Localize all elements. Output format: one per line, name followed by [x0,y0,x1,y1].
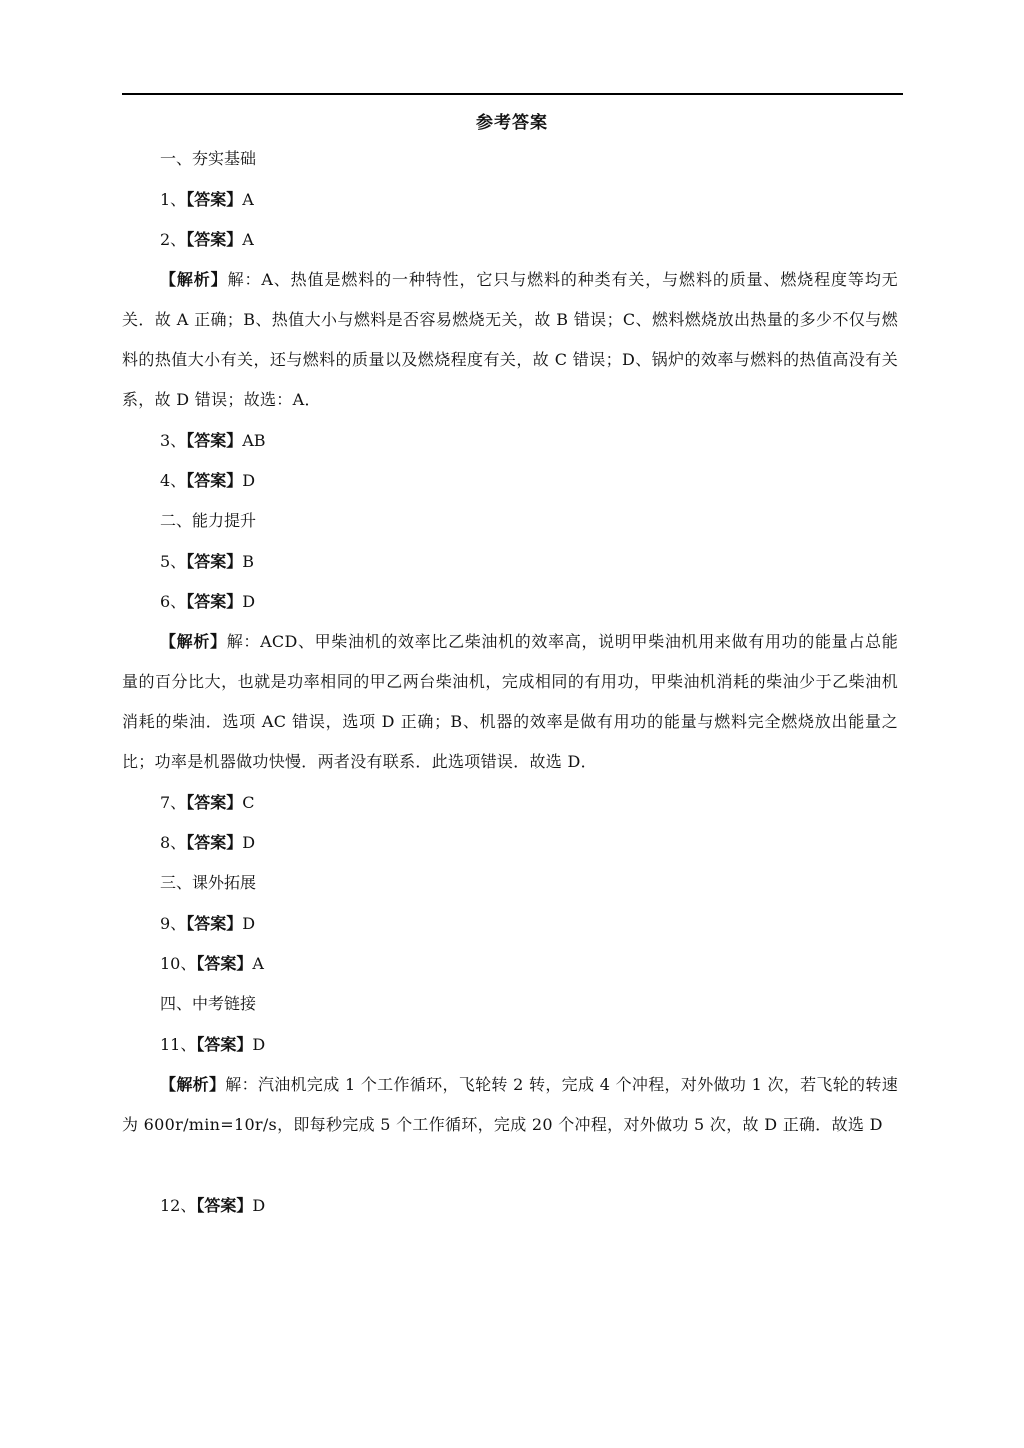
answer-label: 【答案】 [186,833,243,852]
answer-label: 【答案】 [186,914,243,933]
answer-value: D [242,471,256,490]
analysis-paragraph [122,622,898,782]
answer-item [160,230,254,250]
answer-label: 【答案】 [196,954,253,973]
answer-value: D [242,592,256,611]
header-rule [122,93,903,95]
section-heading: 二、能力提升 [160,511,257,530]
answer-label: 【答案】 [186,431,243,450]
answer-value: D [252,1196,266,1215]
answer-label: 【答案】 [186,230,243,249]
answer-number: 3、 [160,431,187,450]
answer-value: C [242,793,255,812]
answer-value: A [252,954,264,973]
answer-value: D [242,833,256,852]
answer-item [160,190,254,210]
answer-label: 【答案】 [186,190,243,209]
analysis-text: 解：汽油机完成 1 个工作循环，飞轮转 2 转，完成 4 个冲程，对外做功 1 次，若飞轮的转速为 600r/min=10r/s，即每秒完成 5 个工作循环，完成 20 个冲程，对外做功 5 次，故 D 正确．故选 D [122,1075,899,1134]
answer-number: 6、 [160,592,187,611]
analysis-paragraph [122,1065,898,1145]
analysis-label: 【解析】 [160,1075,226,1094]
answer-item [160,592,255,612]
answer-value: B [242,552,254,571]
answer-value: D [242,914,256,933]
answer-number: 8、 [160,833,187,852]
answer-number: 1、 [160,190,187,209]
analysis-paragraph [122,260,898,420]
section-heading: 四、中考链接 [160,994,257,1013]
answer-label: 【答案】 [186,552,243,571]
answer-item [160,793,254,813]
answer-number: 5、 [160,552,187,571]
answer-item [160,431,266,451]
answer-number: 9、 [160,914,187,933]
answer-item [160,833,255,853]
analysis-label: 【解析】 [160,632,227,651]
analysis-label: 【解析】 [160,270,228,289]
answer-value: AB [242,431,266,450]
answer-number: 7、 [160,793,187,812]
answer-item [160,914,255,934]
answer-label: 【答案】 [196,1035,253,1054]
answer-number: 12、 [160,1196,197,1215]
answer-number: 4、 [160,471,187,490]
answer-item [160,471,255,491]
answer-item [160,552,254,572]
page-title: 参考答案 [476,113,548,133]
answer-item [160,954,264,974]
answer-value: A [242,190,254,209]
answer-label: 【答案】 [186,592,243,611]
answer-label: 【答案】 [186,471,243,490]
answer-value: D [252,1035,266,1054]
analysis-text: 解：A、热值是燃料的一种特性，它只与燃料的种类有关，与燃料的质量、燃烧程度等均无关．故 A 正确；B、热值大小与燃料是否容易燃烧无关，故 B 错误；C、燃料燃烧放出热量的多少不仅与燃料的热值大小有关，还与燃料的质量以及燃烧程度有关，故 C 错误；D、锅炉的效率与燃料的热值高没有关系，故 D 错误；故选：A． [122,270,899,409]
answer-item [160,1035,265,1055]
answer-label: 【答案】 [196,1196,253,1215]
section-heading: 三、课外拓展 [160,873,257,892]
answer-number: 11、 [160,1035,197,1054]
section-heading: 一、夯实基础 [160,149,257,168]
answer-number: 10、 [160,954,197,973]
answer-number: 2、 [160,230,187,249]
analysis-text: 解：ACD、甲柴油机的效率比乙柴油机的效率高，说明甲柴油机用来做有用功的能量占总能量的百分比大，也就是功率相同的甲乙两台柴油机，完成相同的有用功，甲柴油机消耗的柴油少于乙柴油机消耗的柴油．选项 AC 错误，选项 D 正确；B、机器的效率是做有用功的能量与燃料完全燃烧放出能量之比；功率是机器做功快慢．两者没有联系．此选项错误．故选 D． [122,632,898,771]
answer-item [160,1196,265,1216]
answer-label: 【答案】 [186,793,243,812]
answer-value: A [242,230,254,249]
